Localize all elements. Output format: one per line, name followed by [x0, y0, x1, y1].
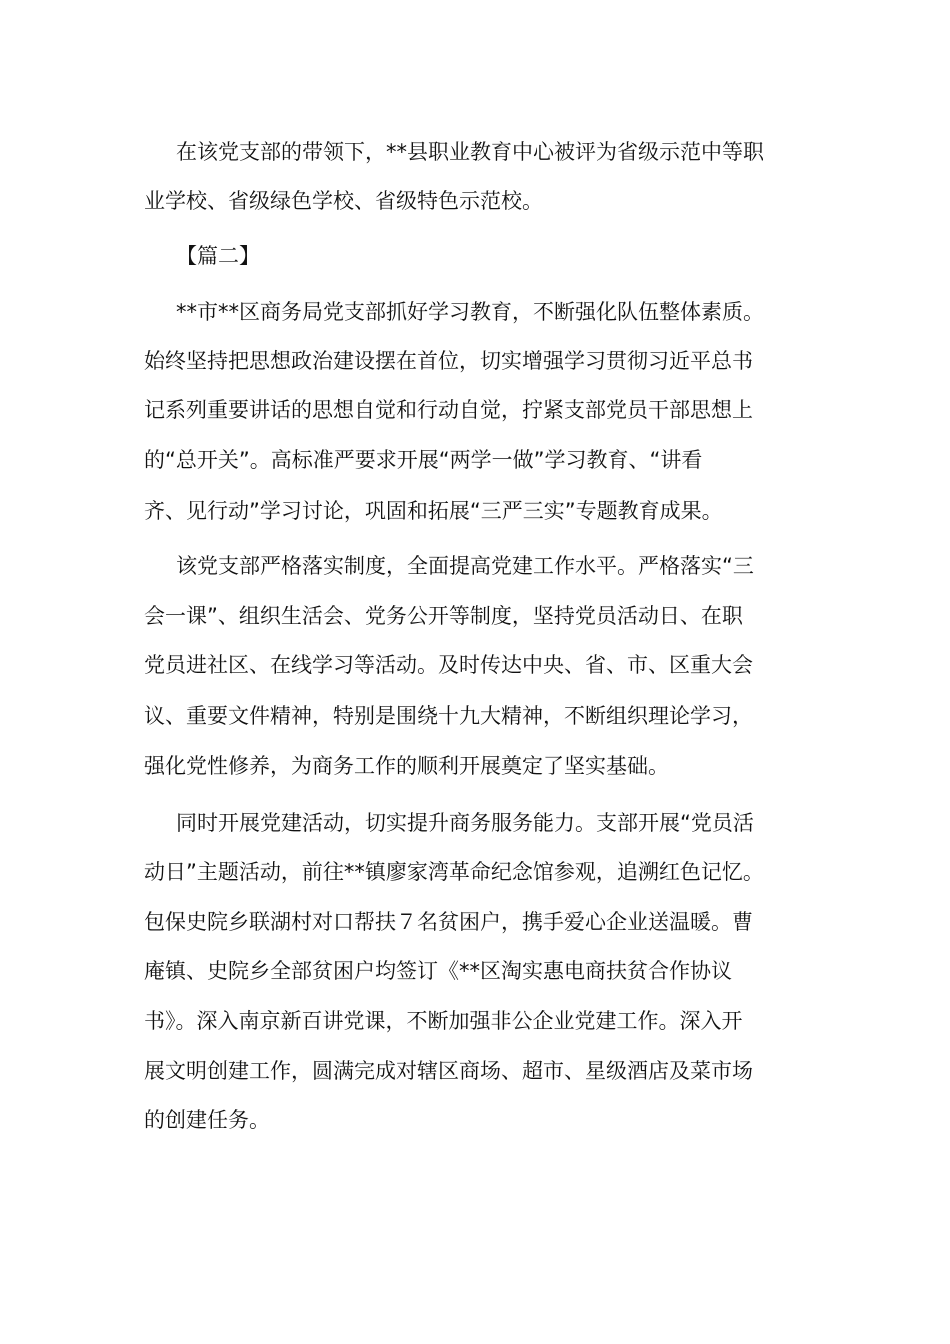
paragraph-3-line-3: 党员进社区、在线学习等活动。及时传达中央、省、市、区重大会: [144, 653, 753, 677]
paragraph-4-line-4: 庵镇、史院乡全部贫困户均签订《**区淘实惠电商扶贫合作协议: [144, 959, 732, 983]
paragraph-3-line-2: 会一课”、组织生活会、党务公开等制度，坚持党员活动日、在职: [144, 604, 743, 628]
paragraph-2-line-3: 记系列重要讲话的思想自觉和行动自觉，拧紧支部党员干部思想上: [144, 398, 753, 422]
section-heading: 【篇二】: [176, 244, 260, 268]
paragraph-2-line-2: 始终坚持把思想政治建设摆在首位，切实增强学习贯彻习近平总书: [144, 349, 753, 373]
paragraph-1-line-1: 在该党支部的带领下，**县职业教育中心被评为省级示范中等职: [176, 140, 764, 164]
paragraph-2-line-5: 齐、见行动”学习讨论，巩固和拓展“三严三实”专题教育成果。: [144, 499, 723, 523]
paragraph-4-line-7: 的创建任务。: [144, 1108, 270, 1132]
paragraph-1-line-2: 业学校、省级绿色学校、省级特色示范校。: [144, 189, 543, 213]
paragraph-2-line-4: 的“总开关”。高标准严要求开展“两学一做”学习教育、“讲看: [144, 448, 703, 472]
paragraph-4-line-1: 同时开展党建活动，切实提升商务服务能力。支部开展“党员活: [176, 811, 754, 835]
paragraph-4-line-3: 包保史院乡联湖村对口帮扶７名贫困户，携手爱心企业送温暖。曹: [144, 910, 753, 934]
paragraph-2-line-1: **市**区商务局党支部抓好学习教育，不断强化队伍整体素质。: [176, 300, 764, 324]
paragraph-4-line-2: 动日”主题活动，前往**镇廖家湾革命纪念馆参观，追溯红色记忆。: [144, 860, 764, 884]
paragraph-3-line-1: 该党支部严格落实制度，全面提高党建工作水平。严格落实“三: [176, 554, 754, 578]
paragraph-4-line-6: 展文明创建工作，圆满完成对辖区商场、超市、星级酒店及菜市场: [144, 1059, 753, 1083]
paragraph-3-line-5: 强化党性修养，为商务工作的顺利开展奠定了坚实基础。: [144, 754, 669, 778]
paragraph-3-line-4: 议、重要文件精神，特别是围绕十九大精神，不断组织理论学习，: [144, 704, 753, 728]
paragraph-4-line-5: 书》。深入南京新百讲党课，不断加强非公企业党建工作。深入开: [144, 1009, 743, 1033]
